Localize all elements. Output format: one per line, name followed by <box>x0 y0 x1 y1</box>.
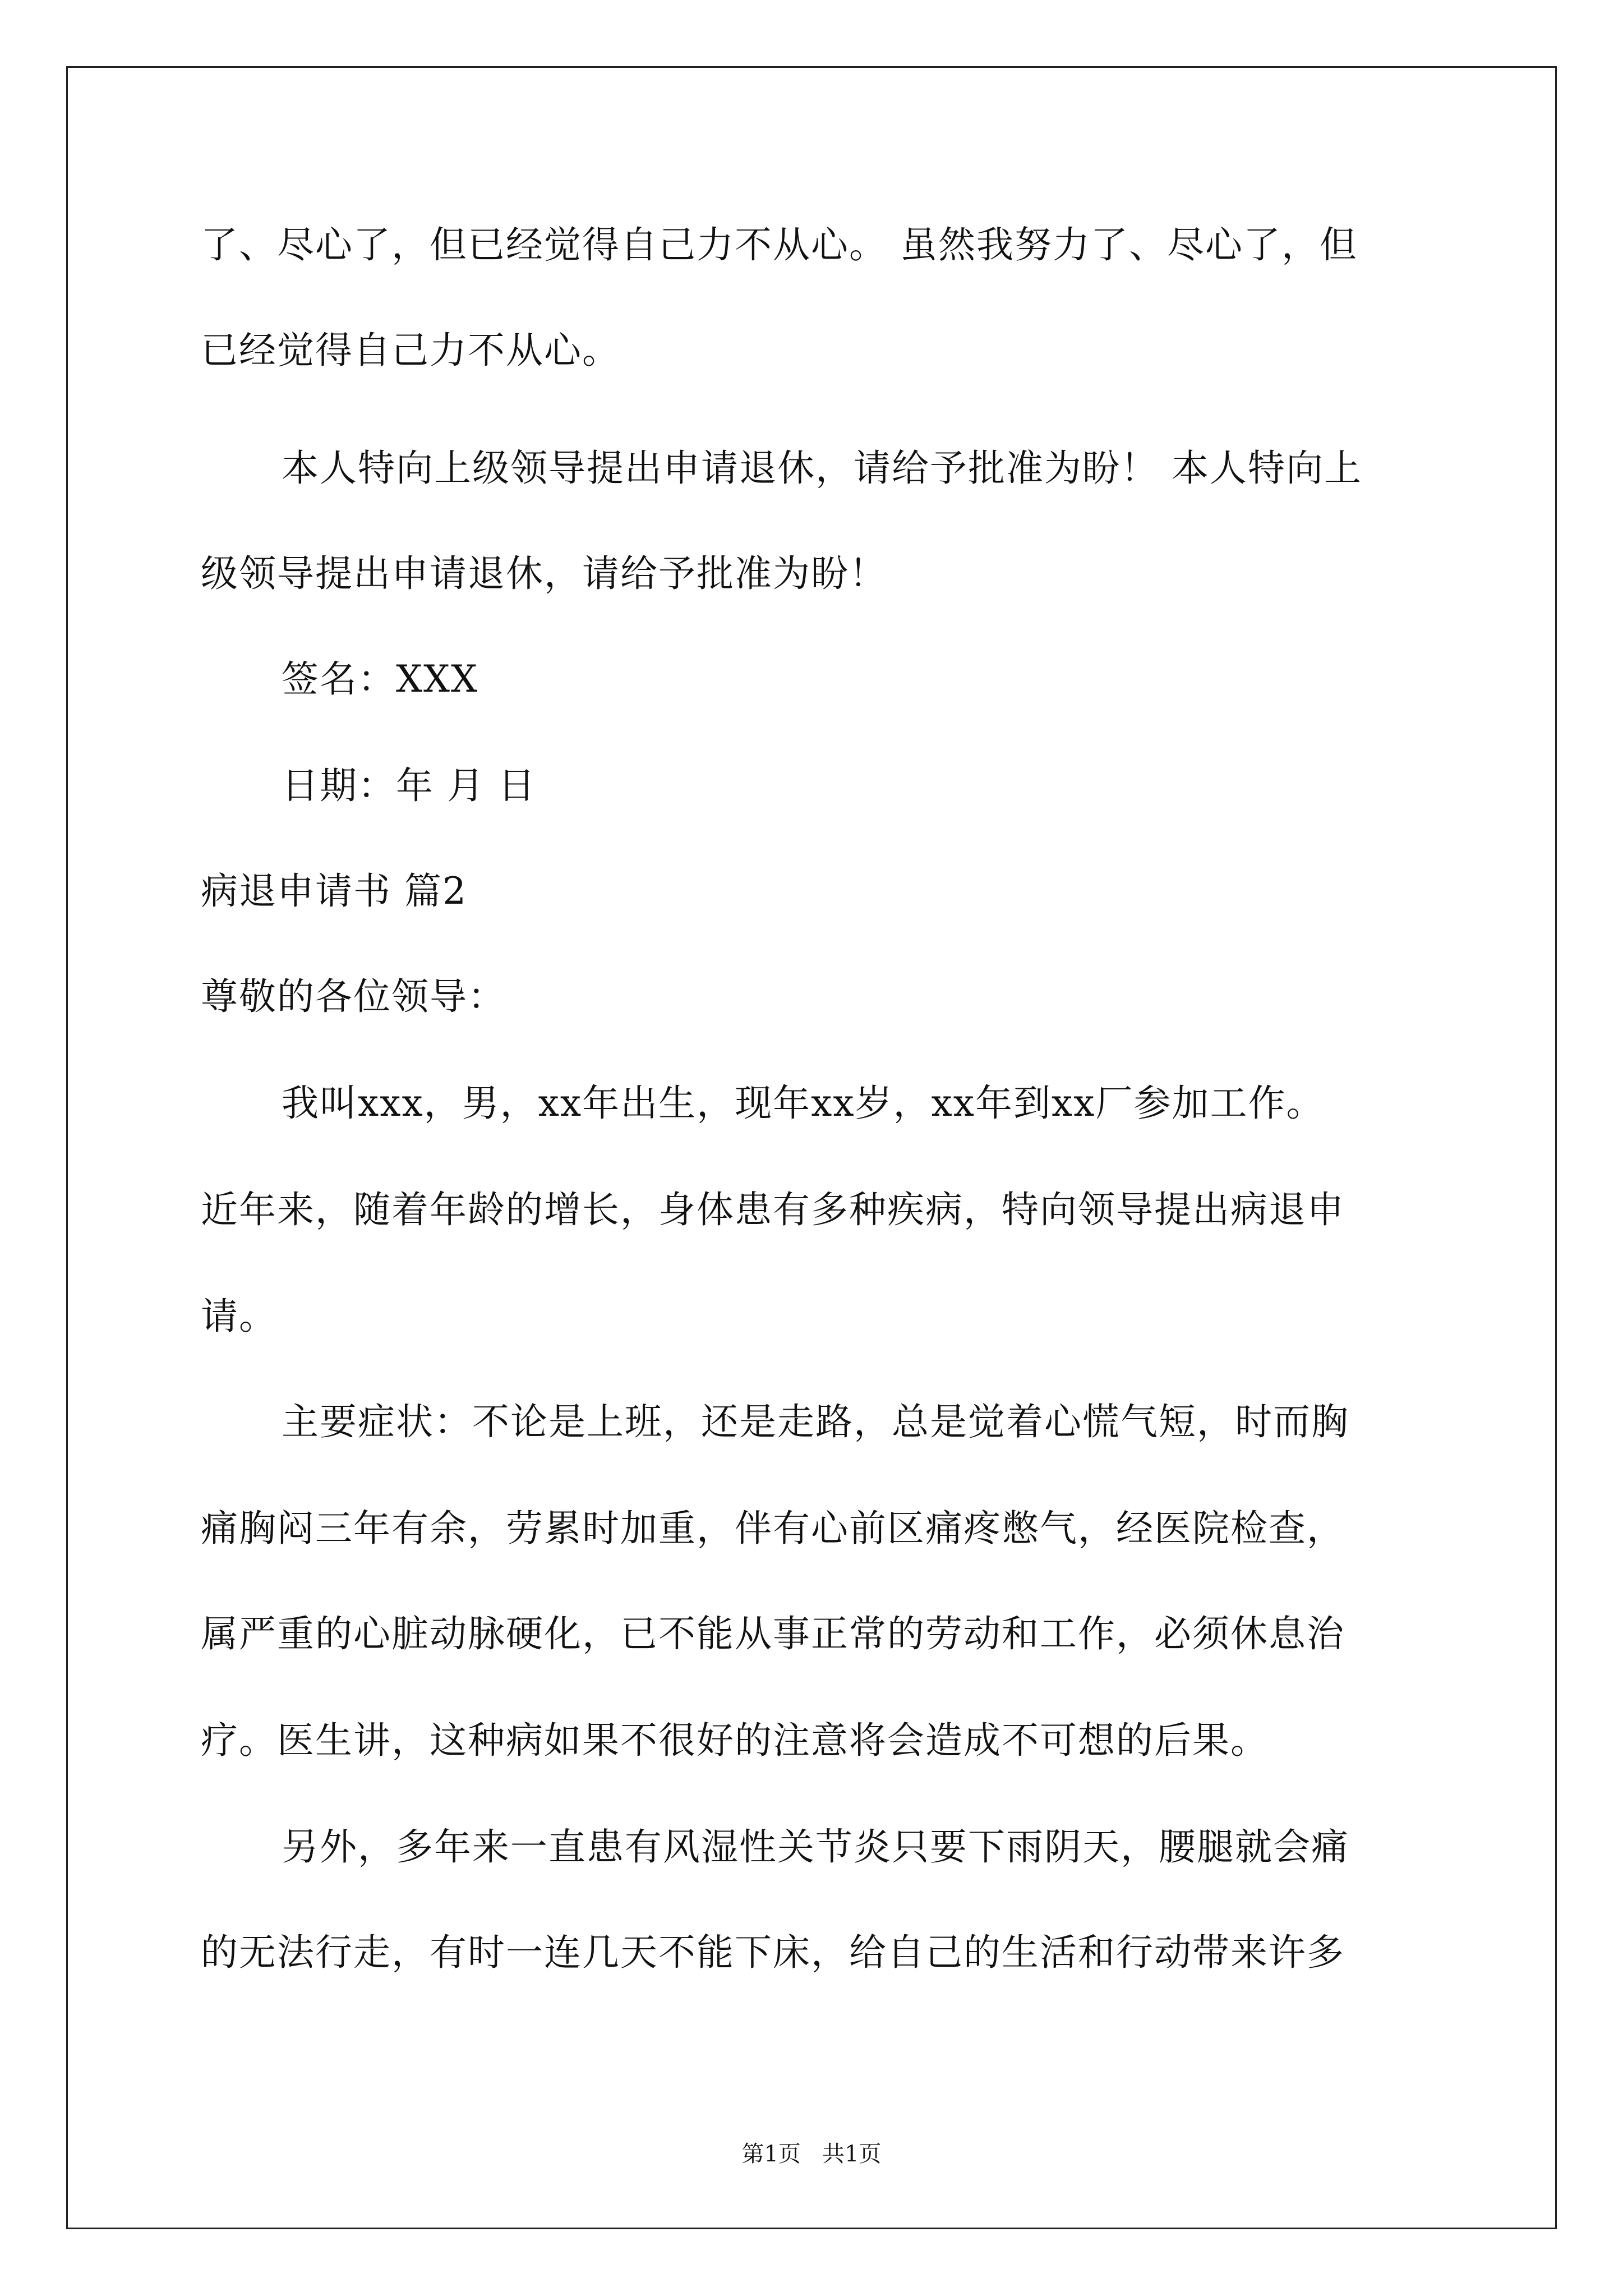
paragraph-line: 请。 <box>201 1295 277 1338</box>
page-footer: 第1页 共1页 <box>741 2141 882 2167</box>
paragraph-line: 主要症状：不论是上班，还是走路，总是觉着心慌气短，时而胸 <box>282 1400 1349 1443</box>
paragraph-line: 我叫xxx，男，xx年出生，现年xx岁，xx年到xx厂参加工作。 <box>282 1082 1325 1125</box>
salutation: 尊敬的各位领导： <box>201 975 506 1018</box>
signature-line: 签名：XXX <box>282 657 478 701</box>
paragraph-line: 疗。医生讲，这种病如果不很好的注意将会造成不可想的后果。 <box>201 1719 1269 1762</box>
paragraph-line: 已经觉得自己力不从心。 <box>201 329 620 372</box>
paragraph-line: 的无法行走，有时一连几天不能下床，给自己的生活和行动带来许多 <box>201 1931 1345 1974</box>
page-border <box>66 66 1557 2229</box>
paragraph-line: 级领导提出申请退休，请给予批准为盼！ <box>201 552 887 595</box>
section-heading: 病退申请书 篇2 <box>201 869 467 913</box>
paragraph-line: 痛胸闷三年有余，劳累时加重，伴有心前区痛疼憋气，经医院检查， <box>201 1507 1345 1550</box>
paragraph-line: 近年来，随着年龄的增长，身体患有多种疾病，特向领导提出病退申 <box>201 1188 1345 1231</box>
paragraph-line: 另外，多年来一直患有风湿性关节炎只要下雨阴天，腰腿就会痛 <box>282 1825 1349 1869</box>
paragraph-line: 了、尽心了，但已经觉得自己力不从心。 虽然我努力了、尽心了，但 <box>201 223 1358 266</box>
date-line: 日期：年 月 日 <box>282 764 536 807</box>
paragraph-line: 属严重的心脏动脉硬化，已不能从事正常的劳动和工作，必须休息治 <box>201 1612 1345 1655</box>
paragraph-line: 本人特向上级领导提出申请退休，请给予批准为盼！ 本人特向上 <box>282 447 1362 490</box>
